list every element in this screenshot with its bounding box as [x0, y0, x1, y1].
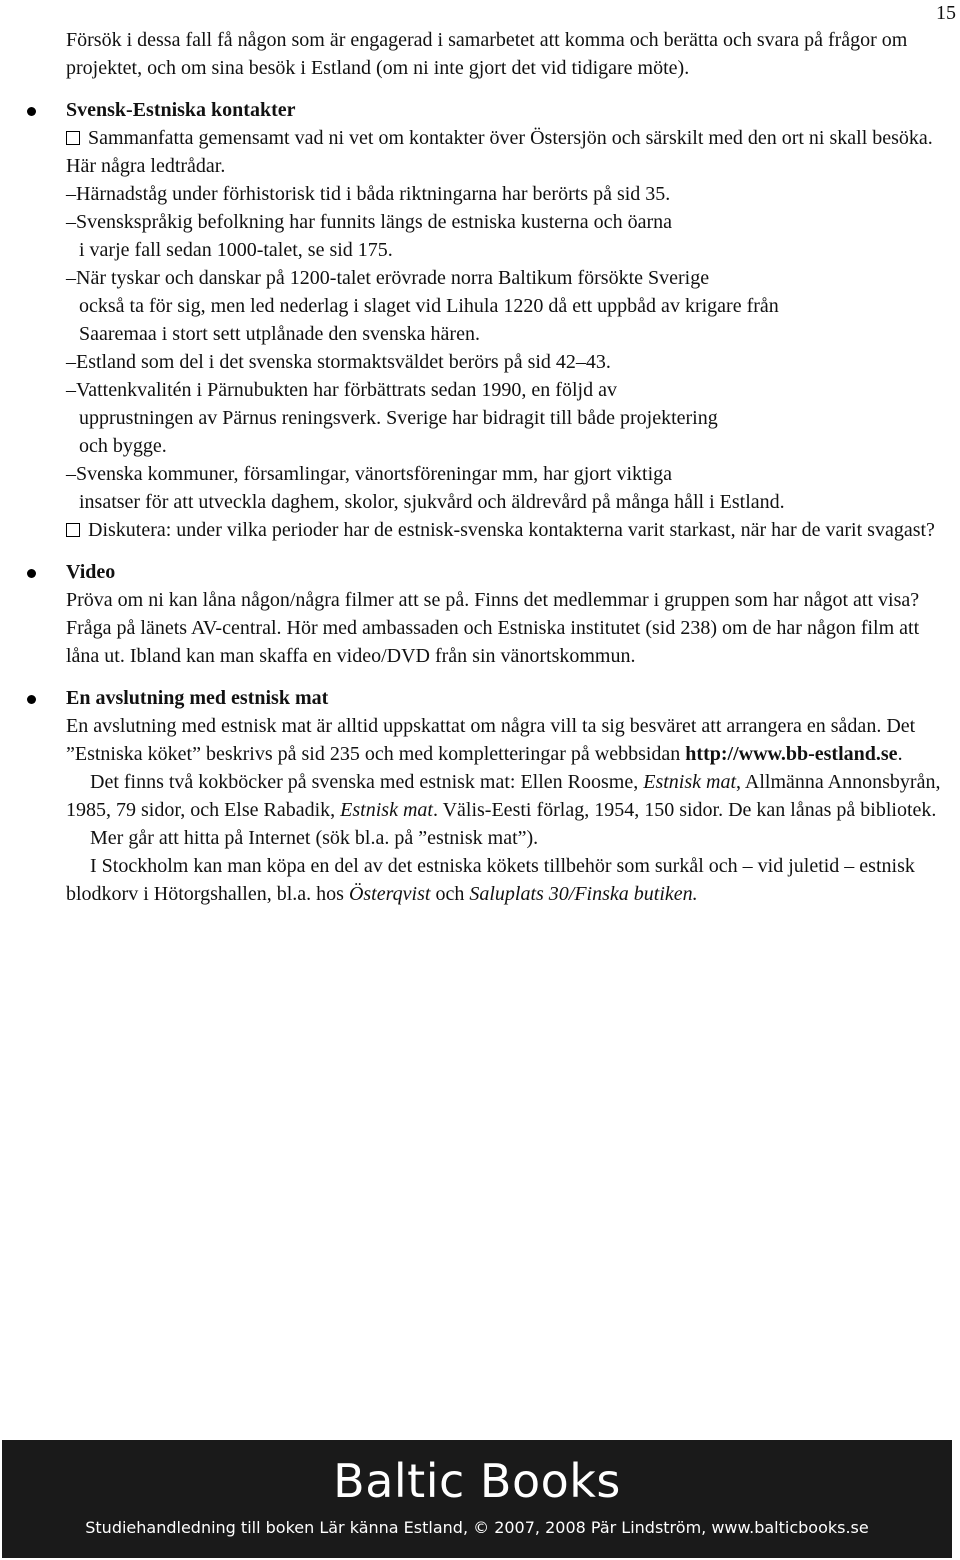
clue-item: –När tyskar och danskar på 1200-talet erövrade norra Baltikum försökte Sverige också ta för sig, men led nederlag i slaget vid Lihula 1220 då ett uppbåd av krigare från Saaremaa i stort sett utplånade den svenska hären. — [66, 267, 779, 345]
website-link[interactable]: http://www.bb-estland.se — [685, 743, 898, 765]
clue-item: –Vattenkvalitén i Pärnubukten har förbättrats sedan 1990, en följd av upprustningen av Pärnus reningsverk. Sverige har bidragit till både projektering och bygge. — [66, 379, 718, 457]
section-heading: Svensk-Estniska kontakter — [66, 99, 296, 121]
section-heading: En avslutning med estnisk mat — [66, 687, 329, 709]
checkbox-square-icon — [66, 523, 80, 537]
bullet-icon — [27, 107, 36, 116]
clue-item: –Härnadståg under förhistorisk tid i båda riktningarna har berörts på sid 35. — [66, 183, 671, 205]
clue-item: –Estland som del i det svenska stormaktsväldet berörs på sid 42–43. — [66, 351, 611, 373]
food-paragraph: En avslutning med estnisk mat är alltid uppskattat om några vill ta sig besväret att arrangera en sådan. Det ”Estniska köket” beskrivs på sid 235 och med kompletteringar på webbsidan http://www.bb-estland.se. — [66, 715, 916, 765]
footer-brand: Baltic Books — [333, 1454, 621, 1508]
task-paragraph: Sammanfatta gemensamt vad ni vet om kontakter över Östersjön och särskilt med den ort ni skall besöka. Här några ledtrådar. — [66, 127, 933, 177]
page-number: 15 — [936, 2, 956, 24]
bullet-icon — [27, 569, 36, 578]
clue-item: –Svenska kommuner, församlingar, vänortsföreningar mm, har gjort viktiga insatser för att utveckla daghem, skolor, sjukvård och äldrevård på många håll i Estland. — [66, 463, 785, 513]
footer-credit: Studiehandledning till boken Lär känna Estland, © 2007, 2008 Pär Lindström, www.balticbooks.se — [85, 1518, 869, 1537]
cookbook-paragraph: Det finns två kokböcker på svenska med estnisk mat: Ellen Roosme, Estnisk mat, Allmänna Annonsbyrån, 1985, 79 sidor, och Else Rabadik, Estnisk mat. Välis-Eesti förlag, 1954, 150 sidor. De kan lånas på bibliotek. — [66, 771, 941, 821]
intro-paragraph: Försök i dessa fall få någon som är engagerad i samarbetet att komma och berätta och svara på frågor om projektet, och om sina besök i Estland (om ni inte gjort det vid tidigare möte). — [66, 29, 908, 79]
section-heading: Video — [66, 561, 116, 583]
video-paragraph: Pröva om ni kan låna någon/några filmer att se på. Finns det medlemmar i gruppen som har något att visa? Fråga på länets AV-central. Hör med ambassaden och Estniska institutet (sid 238) om de har någon film att låna ut. Ibland kan man skaffa en video/DVD från sin vänortskommun. — [66, 589, 920, 667]
clue-item: –Svenskspråkig befolkning har funnits längs de estniska kusterna och öarna i varje fall sedan 1000-talet, se sid 175. — [66, 211, 672, 261]
section-contacts — [0, 96, 960, 544]
bullet-icon — [27, 695, 36, 704]
section-video — [0, 558, 960, 670]
checkbox-square-icon — [66, 131, 80, 145]
document-body — [0, 26, 960, 908]
footer-banner — [2, 1440, 952, 1558]
task-paragraph: Diskutera: under vilka perioder har de estnisk-svenska kontakterna varit starkast, när har de varit svagast? — [0, 516, 960, 544]
section-food — [0, 684, 960, 908]
stockholm-paragraph: I Stockholm kan man köpa en del av det estniska kökets tillbehör som surkål och – vid juletid – estnisk blodkorv i Hötorgshallen, bl.a. hos Österqvist och Saluplats 30/Finska butiken. — [66, 855, 915, 905]
internet-paragraph: Mer går att hitta på Internet (sök bl.a. på ”estnisk mat”). — [90, 827, 539, 849]
